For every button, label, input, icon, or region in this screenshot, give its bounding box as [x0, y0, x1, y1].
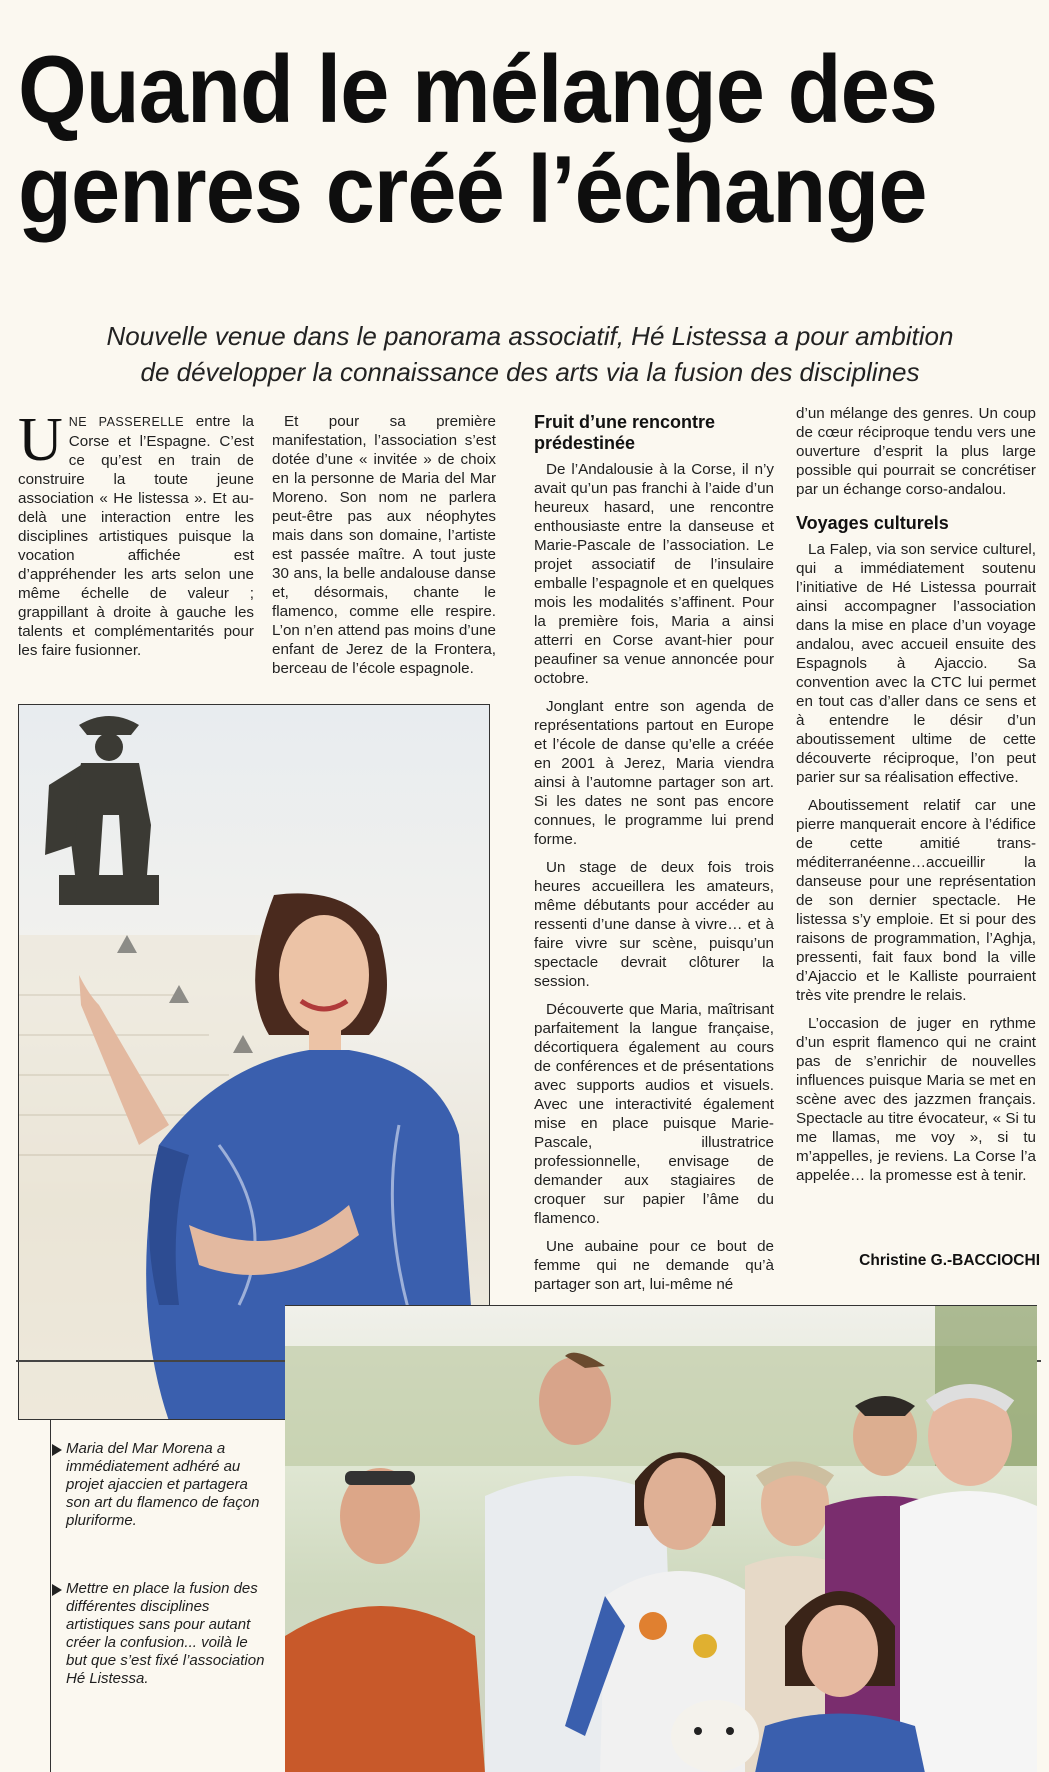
column-2 [272, 412, 496, 687]
column-3-paragraph-5: Une aubaine pour ce bout de femme qui ne demande qu’à partager son art, lui-même né [534, 1238, 774, 1293]
column-4-paragraph-3: L’occasion de juger en rythme d’un esprit flamenco qui ne craint pas de s’enrichir de nouvelles influences puisque Maria se met en scène avec des jazzmen français. Spectacle au titre évocateur, « Si tu me llamas, me voy », si tu m’appelles, je reviens. La Corse l’a appelée… la promesse est à tenir. [796, 1015, 1036, 1184]
headline-line-1: Quand le mélange des [18, 36, 938, 143]
column-4 [796, 404, 1036, 1194]
caption-1 [66, 1440, 266, 1530]
caption-arrow-icon [52, 1444, 62, 1456]
caption-2 [66, 1580, 266, 1688]
drop-cap: U [18, 406, 63, 474]
subtitle-line-1: Nouvelle venue dans le panorama associatif, Hé Listessa a pour ambition [106, 321, 954, 351]
column-3-paragraph-4: Découverte que Maria, maîtrisant parfaitement la langue française, décortiquera également au cours de conférences et de présentations avec supports audios et visuels. Avec une interactivité également mise en place puisque Marie-Pascale, illustratrice professionnelle, envisage de demander aux stagiaires de croquer sur papier l’âme du flamenco. [534, 1001, 774, 1227]
column-2-paragraph: Et pour sa première manifestation, l’association s’est dotée d’une « invitée » de choix en la personne de Maria del Mar Moreno. Son nom ne parlera peut-être pas aux néophytes mais dans son domaine, l’artiste est passée maître. A tout juste 30 ans, la belle andalouse danse et, désormais, chante le flamenco, comme elle respire. L’on n’en attend pas moins d’une enfant de Jerez de la Frontera, berceau de l’école espagnole. [272, 413, 496, 677]
caption-arrow-icon [52, 1584, 62, 1596]
subheading-voyages: Voyages culturels [796, 513, 949, 533]
headline [18, 36, 947, 243]
column-3 [534, 410, 774, 1303]
photo-group-illustration [285, 1306, 1037, 1772]
column-1-text: entre la Corse et l’Espagne. C’est ce qu’est en train de construire la toute jeune association « He listessa ». Et au-delà une interaction entre les disciplines artistiques puisque la vocation affichée est d’appréhender les arts selon une même échelle de valeur ; grappillant à droite à gauche les talents et complémentarités pour les faire fusionner. [18, 413, 254, 659]
headline-line-2: genres créé l’échange [18, 136, 927, 243]
small-caps-lead: NE PASSERELLE [68, 415, 185, 429]
person-young-man [285, 1468, 485, 1772]
column-4-paragraph-1: La Falep, via son service culturel, qui a immédiatement soutenu l’initiative de Hé Listessa pourrait ainsi accompagner l’association dans la mise en place d’un voyage andalou, avec accueil ensuite des Espagnols à Ajaccio. Sa convention avec la CTC lui permet en tout cas d’aller dans ce sens et à entendre le désir d’un aboutissement ultime de cette découverte réciproque, l’on peut parier sur sa réalisation effective. [796, 541, 1036, 786]
caption-2-text: Mettre en place la fusion des différentes disciplines artistiques sans pour autant créer la confusion... voilà le but que s’est fixé l’association Hé Listessa. [66, 1580, 265, 1687]
column-3-paragraph-2: Jonglant entre son agenda de représentations partout en Europe et l’école de danse qu’elle a créée en 2001 à Jerez, Maria viendra ainsi à l’automne partager son art. Si les dates ne sont pas encore connues, le programme lui prend forme. [534, 698, 774, 848]
caption-1-text: Maria del Mar Morena a immédiatement adhéré au projet ajaccien et partagera son art du flamenco de façon pluriforme. [66, 1440, 260, 1529]
subheading-fruit: Fruit d’une rencontre prédestinée [534, 412, 716, 453]
column-1 [18, 406, 254, 669]
column-1-paragraph [18, 406, 254, 660]
subtitle [40, 318, 1020, 390]
column-3-paragraph-1: De l’Andalousie à la Corse, il n’y avait qu’un pas franchi à l’aide d’un heureux hasard, une rencontre enthousiaste entre la danseuse et Marie-Pascale de l’association. Le projet associatif de l’insulaire emballe l’espagnole et en quelques mois les modalités s’affinent. Pour la première fois, Maria a ainsi atterri en Corse avant-hier pour peaufiner sa venue annoncée pour octobre. [534, 461, 774, 687]
dog [671, 1700, 759, 1772]
subtitle-line-2: de développer la connaissance des arts via la fusion des disciplines [140, 357, 920, 387]
byline: Christine G.-BACCIOCHI [859, 1252, 1040, 1269]
column-4-paragraph-0: d’un mélange des genres. Un coup de cœur réciproque tendu vers une ouverture d’esprit la plus large possible qui pourrait se concrétiser par un échange corso-andalou. [796, 405, 1036, 498]
photo-group [285, 1305, 1037, 1772]
column-3-paragraph-3: Un stage de deux fois trois heures accueillera les amateurs, même débutants pour accéder au ressenti d’une danse à vivre… et à faire vivre sur scène, puisqu’un spectacle devrait clôturer la session. [534, 859, 774, 990]
column-4-paragraph-2: Aboutissement relatif car une pierre manquerait encore à l’édifice de cette amitié trans-méditerranéenne…accueillir la danseuse pour une représentation de son dernier spectacle. He listessa s’y emploie. Et si pour des raisons de programmation, l’Aghja, pressenti, fait faux bond la ville d’Ajaccio et le Kalliste pourraient très vite prendre le relais. [796, 797, 1036, 1004]
napoleon-statue [45, 716, 159, 905]
